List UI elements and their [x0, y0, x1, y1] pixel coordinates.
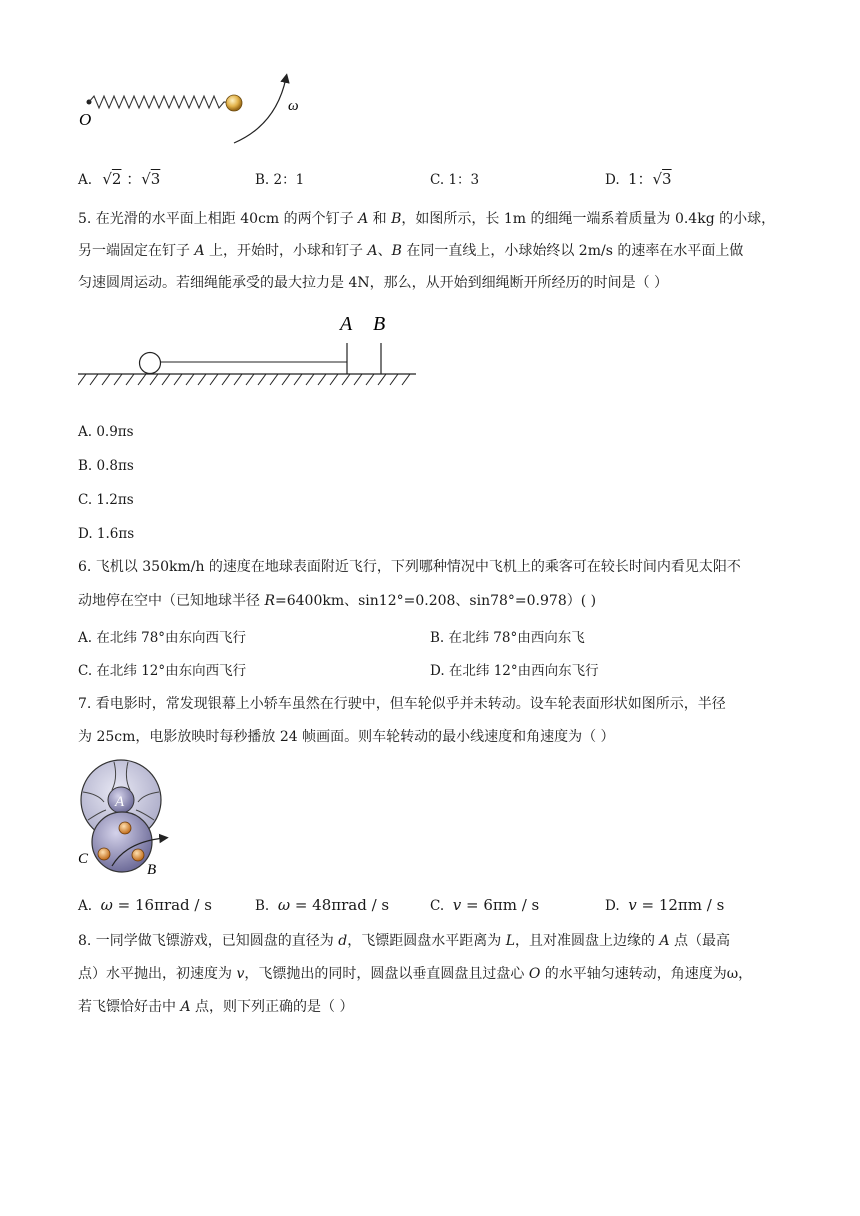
q7-option-b[interactable]: B. ω = 48πrad / s — [255, 896, 390, 914]
wheel-figure — [74, 758, 174, 878]
q5-option-a[interactable]: A. 0.9πs — [78, 424, 134, 440]
label-B: B — [147, 862, 157, 878]
ball — [226, 95, 242, 111]
label-C: C — [78, 851, 89, 867]
dot-1 — [119, 822, 131, 834]
q8-line-2: 点）水平抛出，初速度为 v，飞镖抛出的同时，圆盘以垂直圆盘且过盘心 O 的水平轴匀速转动，角速度为ω， — [78, 966, 753, 982]
q8-line-1: 8. 一同学做飞镖游戏，已知圆盘的直径为 d，飞镖距圆盘水平距离为 L，且对准圆盘上边缘的 A 点（最高 — [78, 933, 731, 949]
q5-line-2: 另一端固定在钉子 A 上，开始时，小球和钉子 A、B 在同一直线上，小球始终以 2m/s 的速率在水平面上做 — [78, 243, 744, 259]
spring — [89, 96, 232, 108]
q5-line-1: 5. 在光滑的水平面上相距 40cm 的两个钉子 A 和 B，如图所示，长 1m 的细绳一端系着质量为 0.4kg 的小球， — [78, 211, 776, 227]
q7-option-d[interactable]: D. v = 12πm / s — [605, 896, 725, 914]
q7-option-c[interactable]: C. v = 6πm / s — [430, 896, 540, 914]
q6-line-2: 动地停在空中（已知地球半径 R=6400km、sin12°=0.208、sin78°=0.978）( ) — [78, 593, 597, 609]
nails-figure — [78, 310, 423, 390]
label-omega: ω — [288, 98, 299, 114]
q6-option-d[interactable]: D. 在北纬 12°由西向东飞行 — [430, 663, 599, 679]
q5-option-c[interactable]: C. 1.2πs — [78, 492, 134, 508]
spring-figure — [76, 70, 316, 150]
label-O: O — [79, 110, 92, 129]
q6-line-1: 6. 飞机以 350km/h 的速度在地球表面附近飞行，下列哪种情况中飞机上的乘客可在较长时间内看见太阳不 — [78, 559, 741, 575]
rotation-arrow — [234, 78, 286, 143]
q4-option-b[interactable]: B. 2：1 — [255, 172, 305, 188]
q4-option-a[interactable]: A. √2 ：√3 — [78, 170, 161, 188]
dot-2 — [98, 848, 110, 860]
q8-line-3: 若飞镖恰好击中 A 点，则下列正确的是（ ） — [78, 999, 354, 1015]
ground-hatching — [78, 374, 410, 385]
q4-option-d[interactable]: D. 1：√3 — [605, 170, 672, 188]
dot-3 — [132, 849, 144, 861]
q7-line-2: 为 25cm，电影放映时每秒播放 24 帧画面。则车轮转动的最小线速度和角速度为（ ） — [78, 729, 615, 745]
q6-option-c[interactable]: C. 在北纬 12°由东向西飞行 — [78, 663, 247, 679]
label-A: A — [115, 794, 125, 810]
q6-option-b[interactable]: B. 在北纬 78°由西向东飞 — [430, 630, 585, 646]
q7-line-1: 7. 看电影时，常发现银幕上小轿车虽然在行驶中，但车轮似乎并未转动。设车轮表面形状如图所示，半径 — [78, 696, 726, 712]
q5-option-b[interactable]: B. 0.8πs — [78, 458, 134, 474]
q5-line-3: 匀速圆周运动。若细绳能承受的最大拉力是 4N，那么，从开始到细绳断开所经历的时间是（ ） — [78, 275, 669, 291]
q7-option-a[interactable]: A. ω = 16πrad / s — [78, 896, 212, 914]
q4-option-c[interactable]: C. 1：3 — [430, 172, 480, 188]
q6-option-a[interactable]: A. 在北纬 78°由东向西飞行 — [78, 630, 247, 646]
ball — [140, 353, 161, 374]
q5-option-d[interactable]: D. 1.6πs — [78, 526, 135, 542]
label-nail-A: A — [340, 313, 353, 335]
label-nail-B: B — [373, 313, 386, 335]
